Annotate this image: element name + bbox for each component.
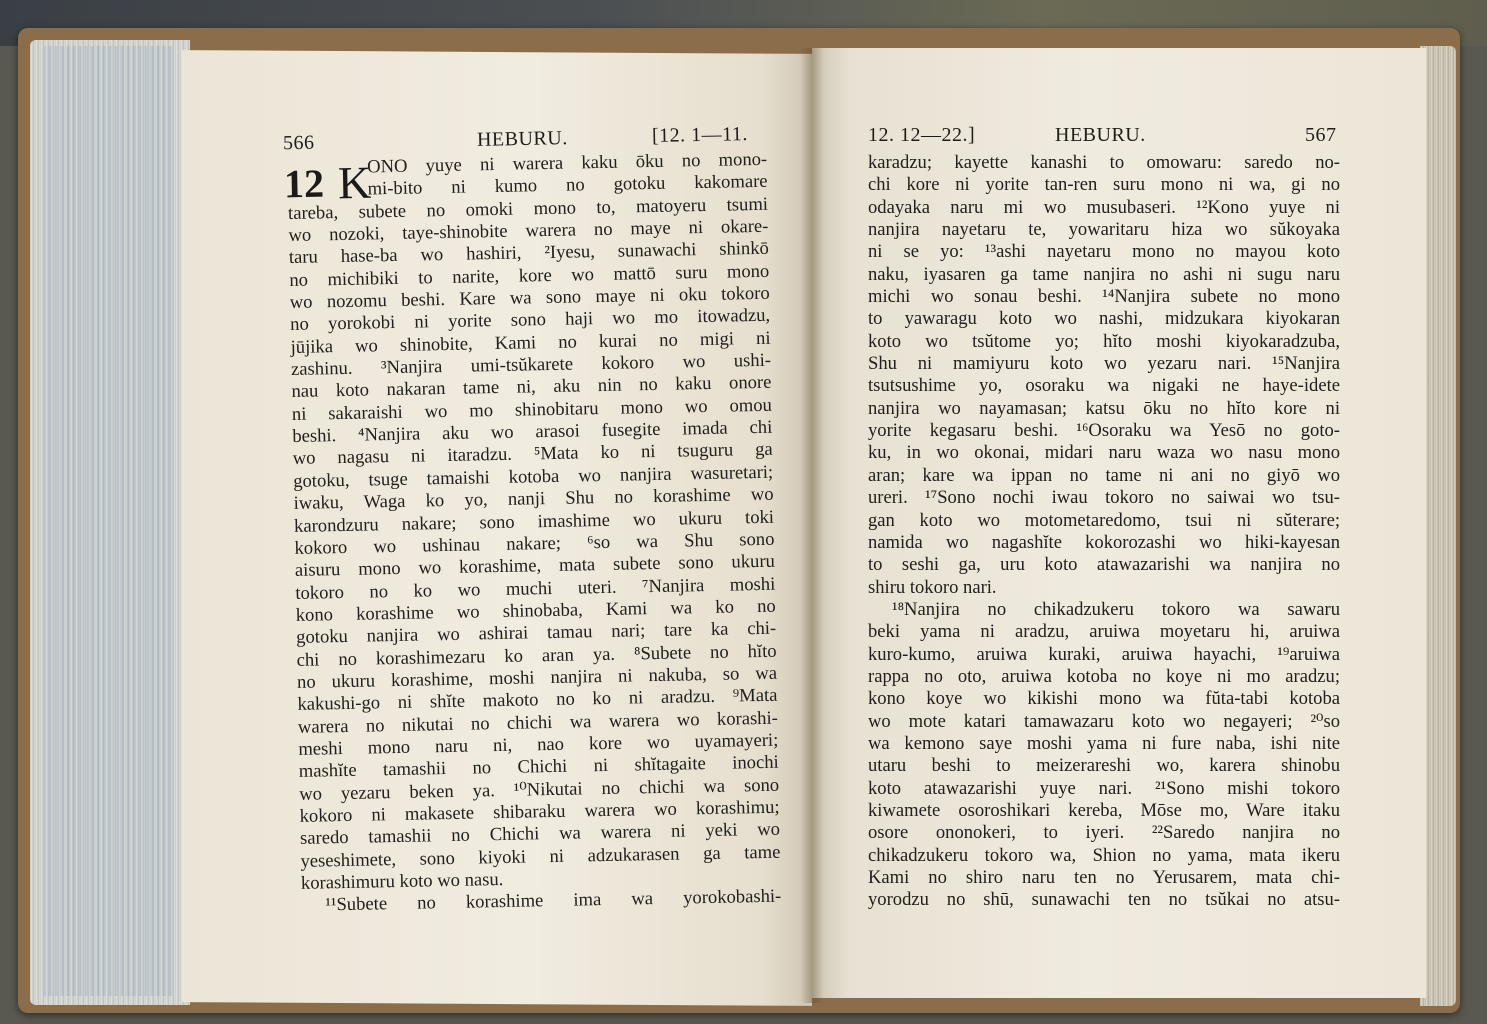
text-line: chi kore ni yorite tan-ren suru mono ni wa, gi no [868,174,1340,196]
left-verse-range: [12. 1—11. [651,123,749,147]
text-line: shiru tokoro nari. [868,576,997,598]
text-line: wo yezaru beken ya. ¹⁰Nikutai no chichi wa sono [299,774,780,805]
text-line: wo mote katari tamawazaru koto wo negayeri; ²⁰so [868,710,1340,732]
text-line: ureri. ¹⁷Sono nochi iwau tokoro no saiwai wo tsu- [868,487,1340,509]
text-line: tsutsushime yo, osoraku wa nigaki ne haye-idete [868,375,1340,397]
page-edges-left-stain [44,46,174,996]
text-line: wo nagasu ni itaradzu. ⁵Mata ko ni tsuguru ga [292,439,773,470]
text-line: jūjika wo shinobite, Kami no kurai no migi ni [290,327,771,358]
text-line: nau koto nakaran tame ni, aku nin no kaku onore [291,372,772,403]
text-line: ¹¹Subete no korashime ima wa yorokobashi- [325,885,782,916]
right-verse-range: 12. 12—22.] [868,124,976,146]
text-line: to seshi ga, uru koto atawazarishi wa nanjira no [868,554,1340,576]
left-page-number: 566 [282,131,315,155]
text-line: kokoro ni makasete shibaraku warera wo korashimu; [299,796,780,827]
right-page-text [868,152,1340,912]
text-line: warera no nikutai no chichi wa warera wo korashi- [297,707,779,738]
text-line: odayaka naru mi wo musubaseri. ¹²Kono yuye ni [868,196,1340,218]
text-line: namida wo nagashĭte kokorozashi wo hiki-kayesan [868,531,1340,553]
text-line: ku, in wo okonai, midari naru waza wo nasu mono [868,442,1340,464]
text-line: no yorokobi ni yorite sono haji wo mo itowadzu, [290,305,771,336]
text-line: gan koto wo motometaredomo, tsui ni sŭterare; [868,509,1340,531]
text-line: no ukuru korashime, moshi nanjira ni nakuba, so wa [296,662,778,693]
text-line: wo nozoki, taye-shinobite warera no maye ni okare- [288,215,769,247]
text-line: michi wo sonau beshi. ¹⁴Nanjira subete no mono [868,286,1340,308]
text-line: aisuru mono wo korashime, mata subete sono ukuru [294,550,776,582]
text-line: zashinu. ³Nanjira umi-tsŭkarete kokoro wo ushi- [290,349,772,381]
text-line: osore ononokeri, to iyeri. ²²Saredo nanjira no [868,822,1340,844]
left-running-title: HEBURU. [476,127,568,151]
text-line: naku, iyasaren ga tame nanjira no ashi ni sugu naru [868,263,1340,285]
text-line: yeseshimete, sono kiyoki ni adzukarasen ga tame [300,841,781,872]
text-line: koto wo tsŭtome yo; hĭto moshi kiyokaradzuba, [868,330,1340,352]
text-line: yorodzu no shū, sunawachi ten no tsŭkai no atsu- [868,889,1340,911]
text-line: meshi mono naru ni, nao kore wo uyamayeri; [298,729,779,760]
right-running-title: HEBURU. [1055,124,1146,146]
text-line: ni sakaraishi wo mo shinobitaru mono wo omou [291,394,773,425]
text-line: wo nozomu beshi. Kare wa sono maye ni oku tokoro [289,282,770,314]
text-line: to yawaragu koto wo nashi, midzukara kiyokaran [868,308,1340,330]
text-line: beki yama ni aradzu, aruiwa moyetaru hi, aruiwa [868,621,1340,643]
text-line: chi no korashimezaru ko aran ya. ⁸Subete no hĭto [296,640,777,671]
text-line: Shu ni mamiyuru koto wo yezaru nari. ¹⁵Nanjira [868,353,1340,375]
text-line: nanjira wo nayamasan; katsu ōku no hĭto kore ni [868,397,1340,419]
drop-cap: K [337,156,372,209]
text-line: tareba, subete no omoki mono to, matoyeru tsumi [287,193,769,224]
text-line: saredo tamashii no Chichi wa warera ni yeki wo [299,818,781,850]
text-line: taru hase-ba wo hashiri, ²Iyesu, sunawachi shinkō [288,238,770,269]
text-line: mi-bito ni kumo no gotoku kakomare [367,171,768,200]
text-line: beshi. ⁴Nanjira aku wo arasoi fusegite imada chi [292,416,773,448]
right-page-number: 567 [1305,124,1337,146]
text-line: gotoku, tsuge tamaishi kotoba wo nanjira wasuretari; [293,461,774,492]
text-line: karondzuru nakare; sono imashime wo ukuru toki [293,506,775,537]
book-gutter [800,48,824,1003]
text-line: chikadzukeru tokoro wa, Shion no yama, mata ikeru [868,844,1340,866]
text-line: Kami no shiro naru ten no Yerusarem, mata chi- [868,867,1340,888]
text-line: gotoku nanjira wo ashirai tamau nari; tare ka chi- [296,617,777,649]
text-line: kono koye wo kikishi mono wa fŭta-tabi kotoba [868,688,1340,710]
text-line: tokoro no ko wo muchi uteri. ⁷Nanjira moshi [295,573,776,604]
text-line: wa kemono saye moshi yama ni fure naba, ishi nite [868,732,1340,754]
text-line: koto atawazarishi yuye nari. ²¹Sono mishi tokoro [868,777,1340,799]
text-line: mashĭte tamashii no Chichi ni shĭtagaite inochi [298,751,779,783]
text-line: kokoro wo ushinau nakare; ⁶so wa Shu sono [294,528,775,559]
text-line: yorite kegasaru beshi. ¹⁶Osoraku wa Yesō no goto- [868,420,1340,442]
text-line: iwaku, Waga ko yo, nanji Shu no korashime wo [293,483,774,515]
text-line: korashimuru koto wo nasu. [300,868,504,894]
text-line: no michibiki to narite, kore wo mattō suru mono [289,260,770,291]
text-line: aran; kare wa ippan no tame ni ani no giyō wo [868,464,1340,486]
text-line: ONO yuye ni warera kaku ōku no mono- [366,148,768,178]
text-line: kono korashime wo shinobaba, Kami wa ko no [295,595,776,626]
text-line: rappa no oto, aruiwa kotoba no koye ni mo aradzu; [868,665,1340,687]
text-line: utaru beshi to meizerareshi wo, karera shinobu [868,755,1340,777]
text-line: ni se yo: ¹³ashi nayetaru mono no mayou koto [868,241,1340,263]
text-line: ¹⁸Nanjira no chikadzukeru tokoro wa sawaru [892,598,1340,620]
left-page-text [287,149,781,918]
text-line: kuro-kumo, aruiwa kuraki, aruiwa hayachi, ¹⁹aruiwa [868,643,1340,665]
text-line: kiwamete osoroshikari kereba, Mōse mo, Ware itaku [868,799,1340,821]
text-line: karadzu; kayette kanashi to omowaru: saredo no- [868,152,1340,173]
chapter-number: 12 [283,160,325,207]
text-line: nanjira nayetaru te, yowaritaru hiza wo sŭkoyaka [868,219,1340,241]
text-line: kakushi-go ni shĭte makoto no ko ni aradzu. ⁹Mata [297,684,778,716]
